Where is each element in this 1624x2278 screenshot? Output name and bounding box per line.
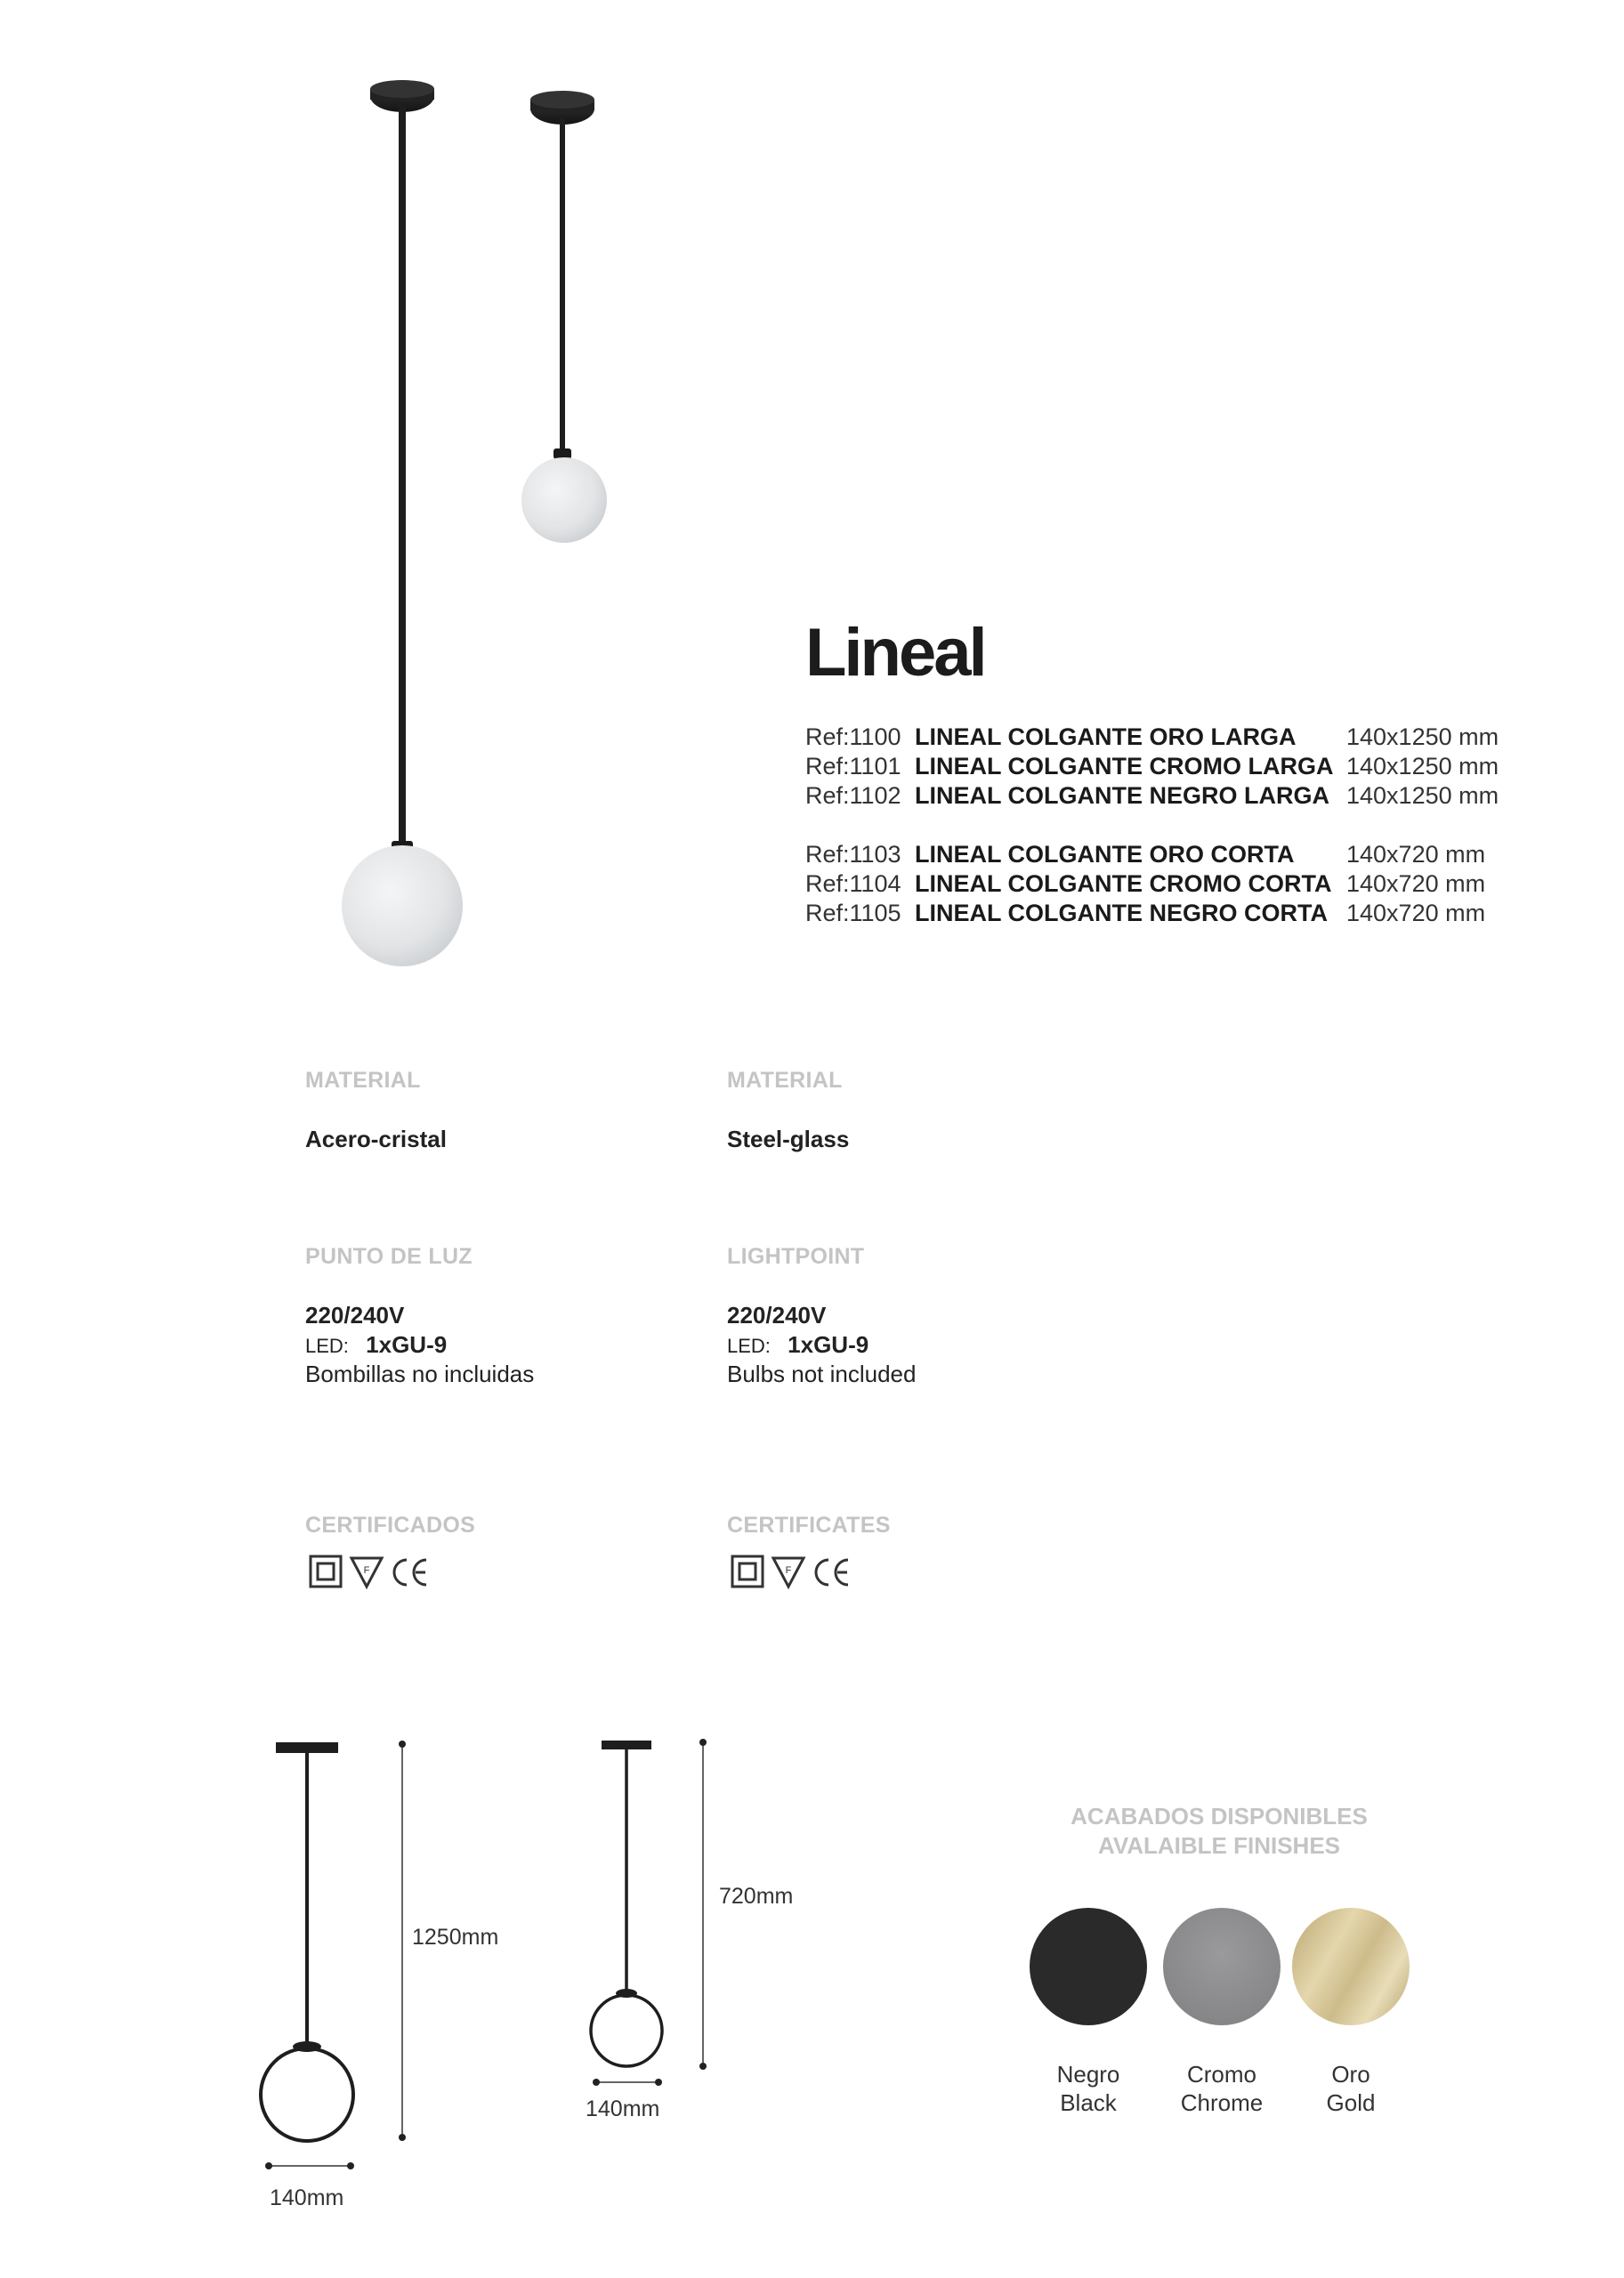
- finishes-heading-en: AVALAIBLE FINISHES: [1097, 1832, 1341, 1859]
- short-height-label: 720mm: [719, 1884, 794, 1909]
- ref-code: Ref:1105: [805, 900, 901, 926]
- ref-size: 140x1250 mm: [1346, 782, 1499, 809]
- ref-size: 140x720 mm: [1346, 900, 1486, 926]
- short-pendant-photo: [521, 91, 607, 543]
- ref-row: [805, 899, 1499, 928]
- led-value-en: 1xGU-9: [788, 1331, 869, 1358]
- finish-label-gold: [1275, 2060, 1426, 2117]
- material-value-es: Acero-cristal: [305, 1126, 447, 1152]
- led-label-es: LED:: [305, 1335, 349, 1357]
- product-title: Lineal: [805, 615, 985, 691]
- svg-text:F: F: [363, 1565, 370, 1576]
- ref-size: 140x1250 mm: [1346, 753, 1499, 780]
- ce-mark-icon: [816, 1560, 848, 1585]
- ref-code: Ref:1103: [805, 841, 901, 868]
- ref-size: 140x720 mm: [1346, 841, 1486, 868]
- short-refs-group: [805, 840, 1499, 928]
- class-ii-icon: [311, 1556, 341, 1587]
- certificates-heading-en: CERTIFICATES: [727, 1513, 891, 1538]
- long-height-label: 1250mm: [412, 1925, 499, 1950]
- material-heading-en: MATERIAL: [727, 1068, 843, 1093]
- led-value-es: 1xGU-9: [366, 1331, 448, 1358]
- ref-row: [805, 869, 1499, 899]
- swatch-gold: [1292, 1908, 1410, 2025]
- ref-row: [805, 781, 1499, 811]
- ref-name: LINEAL COLGANTE ORO LARGA: [915, 723, 1297, 750]
- certification-icons-es: [309, 1553, 442, 1592]
- led-label-en: LED:: [727, 1335, 771, 1357]
- long-pendant-photo: [342, 80, 463, 966]
- material-heading-es: MATERIAL: [305, 1068, 421, 1093]
- ref-name: LINEAL COLGANTE NEGRO CORTA: [915, 900, 1328, 926]
- f-mark-icon: [773, 1558, 804, 1587]
- short-width-label: 140mm: [586, 2096, 660, 2121]
- voltage-en: 220/240V: [727, 1302, 827, 1329]
- bulbs-note-en: Bulbs not included: [727, 1361, 917, 1387]
- finish-label-black: [1013, 2060, 1164, 2117]
- long-refs-group: [805, 723, 1499, 811]
- lightpoint-heading-en: LIGHTPOINT: [727, 1244, 865, 1269]
- ref-code: Ref:1102: [805, 782, 901, 809]
- finish-name-es: Oro: [1331, 2061, 1370, 2088]
- ref-row: [805, 752, 1499, 781]
- class-ii-icon: [732, 1556, 763, 1587]
- ref-name: LINEAL COLGANTE ORO CORTA: [915, 841, 1295, 868]
- led-line-en: [727, 1331, 869, 1359]
- ref-code: Ref:1101: [805, 753, 901, 780]
- ref-size: 140x720 mm: [1346, 870, 1486, 897]
- led-line-es: [305, 1331, 447, 1359]
- bulbs-note-es: Bombillas no incluidas: [305, 1361, 535, 1387]
- swatch-black: [1030, 1908, 1147, 2025]
- ref-code: Ref:1104: [805, 870, 901, 897]
- product-photo: [0, 0, 801, 1006]
- reference-list: [805, 723, 1499, 957]
- ref-size: 140x1250 mm: [1346, 723, 1499, 750]
- finishes-heading-es: ACABADOS DISPONIBLES: [1071, 1803, 1368, 1830]
- dimension-drawings: [0, 1717, 890, 2251]
- finishes-heading: [1006, 1802, 1433, 1861]
- short-fixture-drawing: [591, 1739, 707, 2086]
- svg-text:F: F: [785, 1565, 792, 1576]
- finish-name-es: Negro: [1056, 2061, 1120, 2088]
- material-value-en: Steel-glass: [727, 1126, 850, 1152]
- certification-icons-en: [731, 1553, 864, 1592]
- ref-name: LINEAL COLGANTE CROMO CORTA: [915, 870, 1332, 897]
- ref-row: [805, 840, 1499, 869]
- certificates-heading-es: CERTIFICADOS: [305, 1513, 476, 1538]
- finish-name-en: Gold: [1326, 2089, 1376, 2116]
- ref-name: LINEAL COLGANTE NEGRO LARGA: [915, 782, 1330, 809]
- long-width-label: 140mm: [270, 2185, 344, 2210]
- finish-name-en: Black: [1060, 2089, 1117, 2116]
- ref-row: [805, 723, 1499, 752]
- ce-mark-icon: [394, 1560, 426, 1585]
- ref-code: Ref:1100: [805, 723, 901, 750]
- f-mark-icon: [351, 1558, 382, 1587]
- long-fixture-drawing: [261, 1741, 406, 2169]
- ref-name: LINEAL COLGANTE CROMO LARGA: [915, 753, 1334, 780]
- finish-name-en: Chrome: [1180, 2089, 1264, 2116]
- swatch-chrome: [1163, 1908, 1281, 2025]
- lightpoint-heading-es: PUNTO DE LUZ: [305, 1244, 473, 1269]
- voltage-es: 220/240V: [305, 1302, 405, 1329]
- finish-name-es: Cromo: [1186, 2061, 1256, 2088]
